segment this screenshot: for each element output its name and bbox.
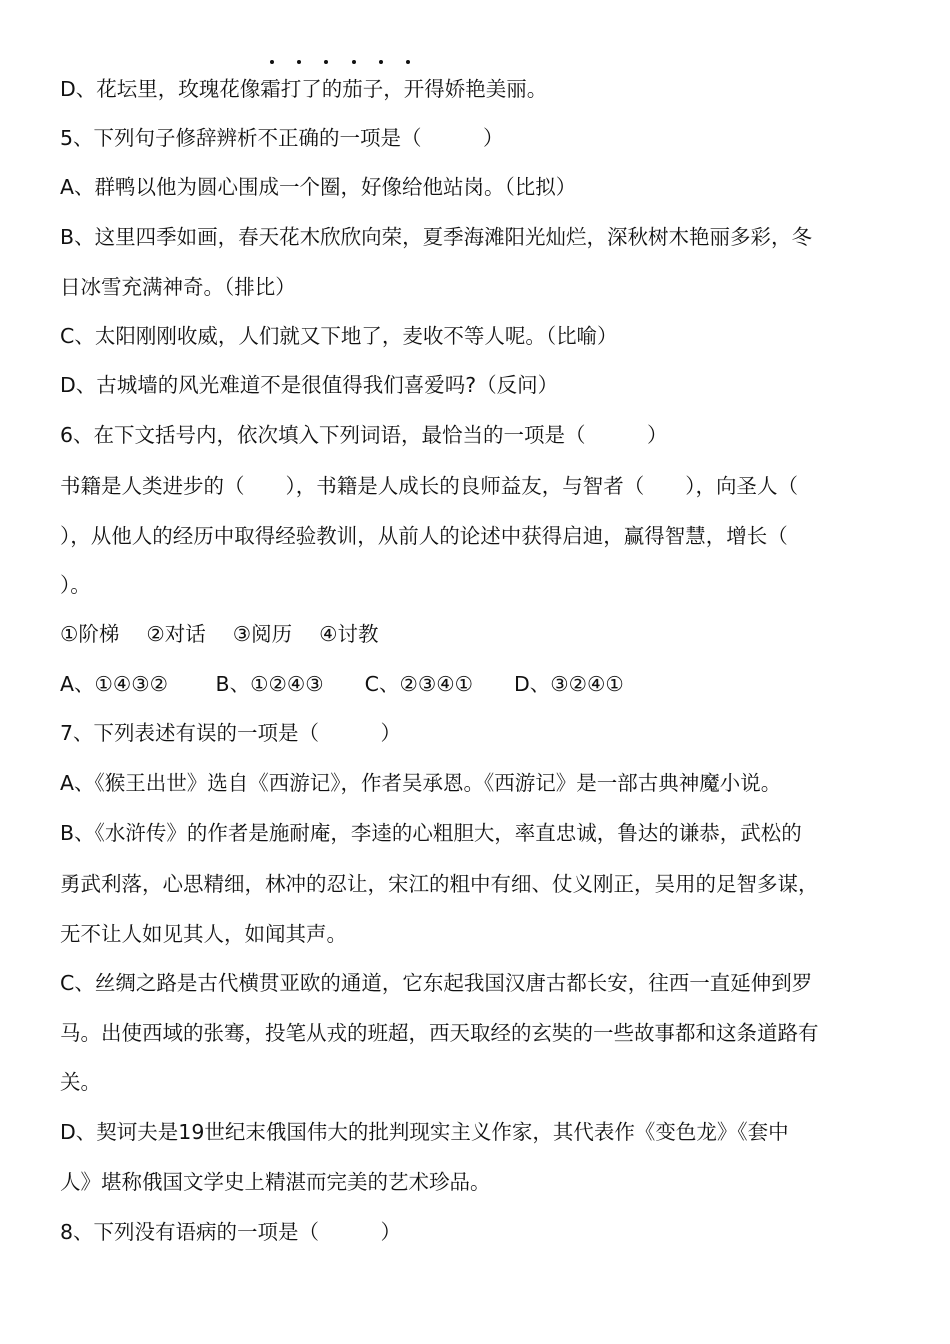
emphasis-dot bbox=[352, 60, 356, 64]
option-d-q5: D、古城墙的风光难道不是很值得我们喜爱吗?（反问） bbox=[60, 373, 559, 397]
emphasis-dot bbox=[297, 60, 301, 64]
question-5: 5、下列句子修辞辨析不正确的一项是（ ） bbox=[60, 126, 504, 150]
option-d-q4: D、花坛里，玫瑰花像霜打了的茄子，开得娇艳美丽。 bbox=[60, 77, 548, 101]
passage-line-1: 书籍是人类进步的（ ），书籍是人成长的良师益友，与智者（ ），向圣人（ bbox=[60, 474, 798, 498]
passage-line-2: ），从他人的经历中取得经验教训，从前人的论述中获得启迪，赢得智慧，增长（ bbox=[60, 524, 788, 548]
option-b-q5-cont: 日冰雪充满神奇。（排比） bbox=[60, 275, 296, 299]
emphasis-dot bbox=[379, 60, 383, 64]
emphasis-dot bbox=[324, 60, 328, 64]
emphasis-dot bbox=[270, 60, 274, 64]
option-d-q7: D、契诃夫是19世纪末俄国伟大的批判现实主义作家，其代表作《变色龙》《套中 bbox=[60, 1120, 789, 1144]
question-8: 8、下列没有语病的一项是（ ） bbox=[60, 1220, 402, 1244]
option-b-q5: B、这里四季如画，春天花木欣欣向荣，夏季海滩阳光灿烂，深秋树木艳丽多彩，冬 bbox=[60, 225, 813, 249]
option-c-q7-cont-1: 马。出使西域的张骞，投笔从戎的班超，西天取经的玄奘的一些故事都和这条道路有 bbox=[60, 1021, 819, 1045]
word-choices: ①阶梯 ②对话 ③阅历 ④讨教 bbox=[60, 622, 379, 646]
emphasis-dot bbox=[406, 60, 410, 64]
option-d-q7-cont: 人》堪称俄国文学史上精湛而完美的艺术珍品。 bbox=[60, 1170, 491, 1194]
option-a-q5: A、群鸭以他为圆心围成一个圈，好像给他站岗。（比拟） bbox=[60, 175, 577, 199]
option-b-q7-cont-1: 勇武利落，心思精细，林冲的忍让，宋江的粗中有细、仗义刚正，吴用的足智多谋， bbox=[60, 872, 819, 896]
option-b-q7-cont-2: 无不让人如见其人，如闻其声。 bbox=[60, 922, 347, 946]
passage-line-3: ）。 bbox=[60, 573, 91, 597]
options-q6: A、①④③② B、①②④③ C、②③④① D、③②④① bbox=[60, 672, 624, 696]
option-c-q7: C、丝绸之路是古代横贯亚欧的通道，它东起我国汉唐古都长安，往西一直延伸到罗 bbox=[60, 971, 813, 995]
question-6: 6、在下文括号内，依次填入下列词语，最恰当的一项是（ ） bbox=[60, 423, 668, 447]
option-b-q7: B、《水浒传》的作者是施耐庵，李逵的心粗胆大，率直忠诚，鲁达的谦恭，武松的 bbox=[60, 821, 802, 845]
option-c-q7-cont-2: 关。 bbox=[60, 1070, 101, 1094]
option-c-q5: C、太阳刚刚收威，人们就又下地了，麦收不等人呢。（比喻） bbox=[60, 324, 618, 348]
option-a-q7: A、《猴王出世》选自《西游记》，作者吴承恩。《西游记》是一部古典神魔小说。 bbox=[60, 771, 782, 795]
question-7: 7、下列表述有误的一项是（ ） bbox=[60, 721, 402, 745]
emphasis-dots bbox=[270, 60, 410, 66]
